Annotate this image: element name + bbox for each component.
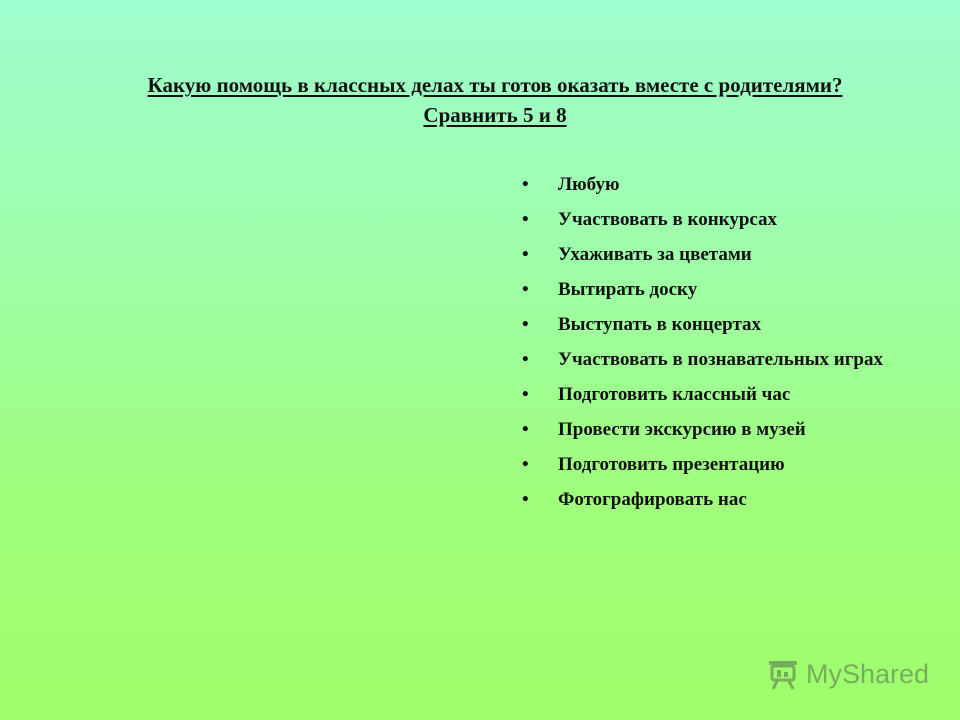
list-item	[522, 347, 912, 372]
bullet-icon: •	[522, 419, 529, 440]
list-item	[522, 487, 912, 512]
list-item-label: Любую	[558, 174, 620, 195]
bullet-icon: •	[522, 349, 529, 370]
list-item-label: Подготовить презентацию	[558, 454, 785, 475]
bullet-icon: •	[522, 454, 529, 475]
bullet-icon: •	[522, 314, 529, 335]
list-item-label: Вытирать доску	[558, 279, 698, 300]
list-item	[522, 207, 912, 232]
list-item-label: Фотографировать нас	[558, 489, 747, 510]
list-item	[522, 277, 912, 302]
watermark-logo	[766, 656, 929, 692]
list-item	[522, 382, 912, 407]
list-item-label: Участвовать в конкурсах	[558, 209, 778, 230]
bullet-icon: •	[522, 174, 529, 195]
list-item	[522, 417, 912, 442]
list-item-label: Участвовать в познавательных играх	[558, 349, 883, 370]
bullet-icon: •	[522, 209, 529, 230]
slide-title: Какую помощь в классных делах ты готов оказать вместе с родителями? Сравнить 5 и 8	[147, 73, 843, 127]
watermark-text: MyShared	[806, 658, 930, 689]
answer-list	[522, 172, 912, 522]
list-item-label: Выступать в концертах	[558, 314, 762, 335]
list-item	[522, 452, 912, 477]
list-item-label: Провести экскурсию в музей	[558, 419, 806, 440]
bullet-icon: •	[522, 244, 529, 265]
bullet-icon: •	[522, 384, 529, 405]
list-item-label: Подготовить классный час	[558, 384, 791, 405]
list-item	[522, 172, 912, 197]
presentation-board-icon	[766, 657, 800, 691]
list-item-label: Ухаживать за цветами	[558, 244, 752, 265]
bullet-icon: •	[522, 489, 529, 510]
list-item	[522, 312, 912, 337]
bullet-icon: •	[522, 279, 529, 300]
list-item	[522, 242, 912, 267]
